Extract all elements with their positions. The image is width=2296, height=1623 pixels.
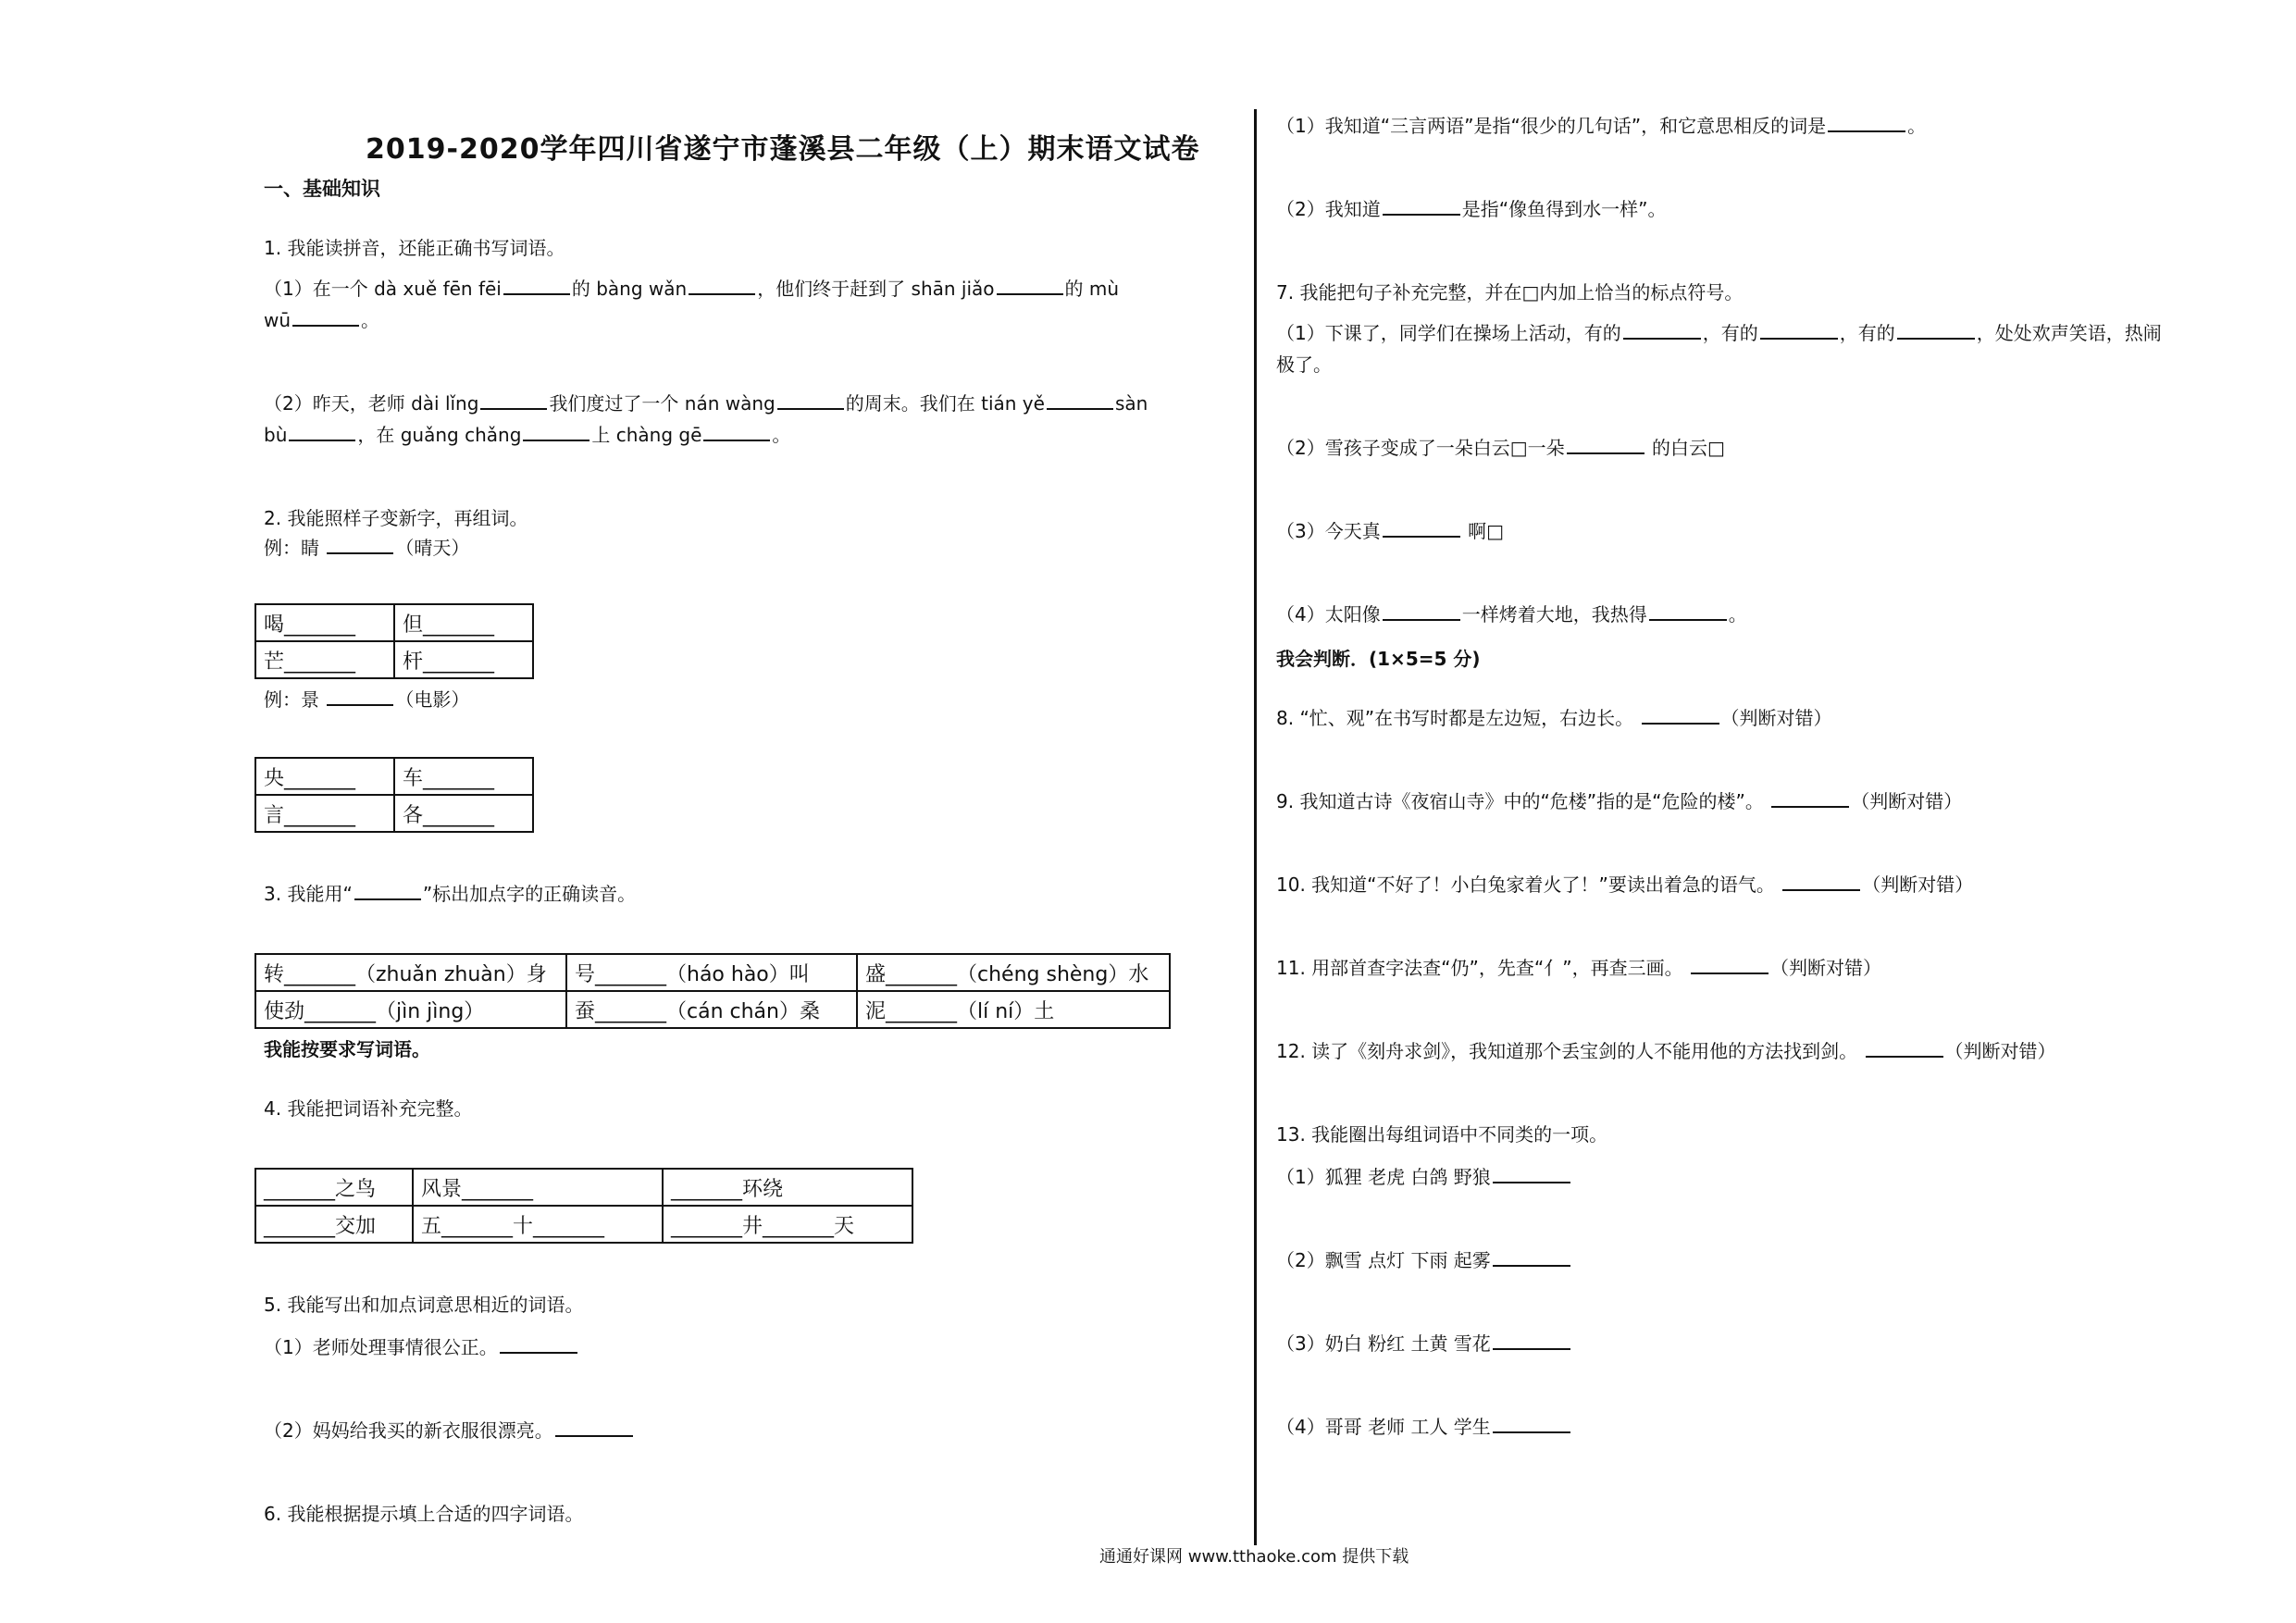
answer-blank[interactable] (1649, 602, 1727, 621)
table-cell[interactable]: _______之鸟 (255, 1169, 413, 1206)
table-cell[interactable]: 泥_______（lí ní）土 (857, 991, 1170, 1028)
question-3-stem: 3. 我能用“ ”标出加点字的正确读音。 (264, 883, 637, 905)
question-5-part-2: （2）妈妈给我买的新衣服很漂亮。 (264, 1416, 635, 1445)
table-cell[interactable]: 央_______ (255, 758, 394, 795)
answer-blank[interactable] (523, 423, 590, 441)
table-cell[interactable]: 芒_______ (255, 641, 394, 678)
question-5-part-1: （1）老师处理事情很公正。 (264, 1332, 579, 1362)
question-10: 10. 我知道“不好了！小白兔家着火了！”要读出着急的语气。 （判断对错） (1276, 873, 1974, 896)
question-13-stem: 13. 我能圈出每组词语中不同类的一项。 (1276, 1123, 1608, 1146)
table-row (255, 1169, 912, 1206)
answer-blank (327, 688, 393, 706)
answer-blank[interactable] (1771, 789, 1849, 808)
question-4-table (254, 1168, 913, 1244)
question-2-example-2: 例：景 （电影） (264, 688, 470, 711)
question-2-table-2 (254, 757, 534, 833)
answer-blank[interactable] (480, 391, 547, 410)
question-1-part-1-line-2: wū 。 (264, 309, 380, 331)
answer-blank[interactable] (1493, 1332, 1570, 1350)
table-cell[interactable]: 风景_______ (413, 1169, 663, 1206)
question-7-part-1-line-1: （1）下课了，同学们在操场上活动，有的 ，有的 ，有的 ，处处欢声笑语，热闹 (1276, 322, 2162, 344)
answer-blank[interactable] (1567, 436, 1644, 454)
table-cell[interactable]: 言_______ (255, 795, 394, 832)
answer-blank[interactable] (1642, 706, 1719, 725)
table-cell[interactable]: 号_______（háo hào）叫 (566, 954, 857, 991)
question-7-part-1-line-2: 极了。 (1276, 353, 1332, 376)
answer-blank[interactable] (1047, 391, 1113, 410)
question-13-item-2: （2）飘雪 点灯 下雨 起雾 (1276, 1245, 1572, 1275)
answer-blank[interactable] (1828, 114, 1905, 132)
answer-blank[interactable] (689, 277, 755, 295)
question-4-stem: 4. 我能把词语补充完整。 (264, 1097, 473, 1120)
question-2-table-1 (254, 603, 534, 679)
table-row (255, 1206, 912, 1243)
question-1-stem: 1. 我能读拼音，还能正确书写词语。 (264, 237, 565, 259)
table-row (255, 795, 533, 832)
question-6-stem: 6. 我能根据提示填上合适的四字词语。 (264, 1503, 584, 1525)
page-footer: 通通好课网 www.tthaoke.com 提供下载 (1099, 1547, 1409, 1567)
column-divider (1254, 109, 1257, 1545)
question-13-item-3: （3）奶白 粉红 土黄 雪花 (1276, 1329, 1572, 1358)
answer-blank[interactable] (777, 391, 844, 410)
question-9: 9. 我知道古诗《夜宿山寺》中的“危楼”指的是“危险的楼”。 （判断对错） (1276, 790, 1963, 812)
table-cell[interactable]: 盛_______（chéng shèng）水 (857, 954, 1170, 991)
table-row (255, 991, 1170, 1028)
section-heading-judge: 我会判断．(1×5=5 分) (1276, 648, 1481, 670)
question-1-part-1-line-1: （1）在一个 dà xuě fēn fēi 的 bàng wǎn ，他们终于赶到了 shān jiǎo 的 mù (264, 278, 1120, 300)
question-6-part-2: （2）我知道 是指“像鱼得到水一样”。 (1276, 198, 1667, 220)
table-cell[interactable]: 蚕_______（cán chán）桑 (566, 991, 857, 1028)
question-7-stem: 7. 我能把句子补充完整，并在□内加上恰当的标点符号。 (1276, 281, 1744, 304)
question-1-part-2-line-2: bù ，在 guǎng chǎng 上 chàng gē 。 (264, 424, 791, 446)
answer-blank[interactable] (1493, 1415, 1570, 1433)
answer-blank[interactable] (1760, 321, 1838, 340)
table-cell[interactable]: _______井_______天 (663, 1206, 912, 1243)
table-cell[interactable]: 喝_______ (255, 604, 394, 641)
question-5-stem: 5. 我能写出和加点词意思相近的词语。 (264, 1294, 584, 1316)
table-row (255, 641, 533, 678)
answer-blank[interactable] (555, 1419, 633, 1437)
table-cell[interactable]: _______交加 (255, 1206, 413, 1243)
table-row (255, 954, 1170, 991)
answer-blank (327, 536, 393, 554)
answer-blank[interactable] (289, 423, 355, 441)
question-13-item-4: （4）哥哥 老师 工人 学生 (1276, 1412, 1572, 1442)
section-heading-basics: 一、基础知识 (264, 178, 380, 200)
question-6-part-1: （1）我知道“三言两语”是指“很少的几句话”，和它意思相反的词是 。 (1276, 115, 1927, 137)
answer-blank[interactable] (703, 423, 770, 441)
table-cell[interactable]: 车_______ (394, 758, 533, 795)
answer-blank[interactable] (1691, 956, 1769, 974)
answer-blank[interactable] (997, 277, 1063, 295)
answer-blank[interactable] (1866, 1039, 1943, 1058)
table-cell[interactable]: 使劲_______（jìn jìng） (255, 991, 566, 1028)
section-heading-write-words: 我能按要求写词语。 (264, 1038, 430, 1060)
answer-blank[interactable] (1623, 321, 1701, 340)
table-cell[interactable]: 转_______（zhuǎn zhuàn）身 (255, 954, 566, 991)
question-11: 11. 用部首查字法查“仍”，先查“亻”，再查三画。 （判断对错） (1276, 957, 1881, 979)
question-7-part-4: （4）太阳像 一样烤着大地，我热得 。 (1276, 603, 1747, 626)
answer-blank[interactable] (503, 277, 570, 295)
answer-blank[interactable] (1383, 602, 1460, 621)
table-row (255, 604, 533, 641)
answer-blank[interactable] (500, 1335, 577, 1354)
table-cell[interactable]: 但_______ (394, 604, 533, 641)
answer-blank[interactable] (1493, 1248, 1570, 1267)
answer-blank[interactable] (1782, 873, 1860, 891)
question-7-part-2: （2）雪孩子变成了一朵白云□一朵 的白云□ (1276, 437, 1725, 459)
answer-blank[interactable] (1897, 321, 1975, 340)
question-1-part-2-line-1: （2）昨天，老师 dài lǐng 我们度过了一个 nán wàng 的周末。我们在 tián yě sàn (264, 392, 1148, 415)
question-3-table (254, 953, 1171, 1029)
question-7-part-3: （3）今天真 啊□ (1276, 520, 1504, 542)
question-2-stem: 2. 我能照样子变新字，再组词。 (264, 507, 528, 529)
answer-blank[interactable] (292, 308, 359, 327)
question-12: 12. 读了《刻舟求剑》，我知道那个丢宝剑的人不能用他的方法找到剑。 （判断对错） (1276, 1040, 2056, 1062)
page-title: 2019-2020学年四川省遂宁市蓬溪县二年级（上）期末语文试卷 (366, 133, 1200, 166)
question-8: 8. “忙、观”在书写时都是左边短，右边长。 （判断对错） (1276, 707, 1832, 729)
table-cell[interactable]: 各_______ (394, 795, 533, 832)
table-cell[interactable]: 五_______十_______ (413, 1206, 663, 1243)
table-row (255, 758, 533, 795)
answer-blank (354, 882, 421, 900)
table-cell[interactable]: _______环绕 (663, 1169, 912, 1206)
question-2-example-1: 例：睛 （晴天） (264, 537, 470, 559)
answer-blank[interactable] (1383, 519, 1460, 538)
table-cell[interactable]: 杆_______ (394, 641, 533, 678)
question-13-item-1: （1）狐狸 老虎 白鸽 野狼 (1276, 1162, 1572, 1192)
answer-blank[interactable] (1493, 1165, 1570, 1183)
answer-blank[interactable] (1383, 197, 1460, 216)
